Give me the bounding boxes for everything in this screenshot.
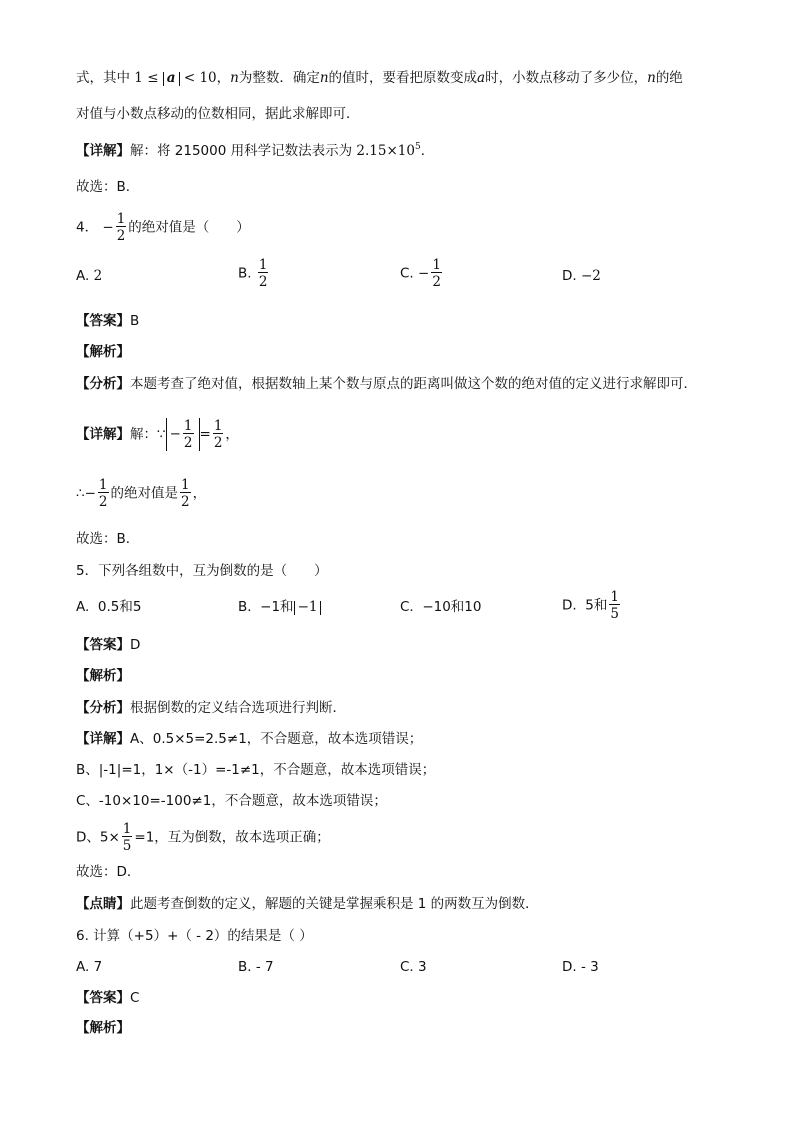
q5-detail-c: C、-10×10=-100≠1，不合题意，故本选项错误； (76, 793, 387, 809)
answer-value: C (130, 990, 140, 1006)
q4-option-b (238, 258, 270, 289)
math-minus: − (84, 485, 96, 502)
q4-analysis-tag: 【解析】 (76, 344, 130, 360)
numerator: 1 (122, 821, 132, 837)
detail-tag: 【详解】 (76, 731, 130, 747)
math-var-a: a (166, 70, 176, 86)
text: 式，其中 (76, 70, 130, 86)
denominator: 2 (432, 274, 441, 291)
text-line-3 (76, 142, 435, 159)
denominator: 5 (122, 838, 132, 855)
q4-therefore (76, 478, 206, 509)
denominator: 5 (610, 606, 619, 623)
option-value: −2 (580, 268, 601, 284)
option-value: - 7 (255, 959, 274, 975)
q6-option-c (400, 961, 427, 975)
option-value: 3 (418, 959, 427, 975)
q4-option-c (400, 258, 444, 289)
denominator: 2 (98, 494, 108, 511)
math-le: ≤ (147, 70, 159, 86)
q6-option-a (76, 961, 102, 975)
q4-option-d (562, 270, 601, 284)
math-sci (356, 143, 420, 159)
question-6-stem: 6. 计算（+5）+（ - 2）的结果是（ ） (76, 928, 313, 944)
math-var-n: n (319, 70, 329, 86)
numerator: 1 (181, 477, 190, 493)
text: 的绝对值是（ ） (128, 219, 250, 236)
answer-value: B (130, 313, 140, 329)
detail-text: 的绝对值是 (110, 485, 178, 502)
q5-option-b (238, 601, 321, 615)
q6-option-d (562, 961, 599, 975)
math-ten: 10 (199, 70, 217, 86)
option-label: B. (238, 599, 252, 615)
fraction (122, 822, 133, 853)
math-minus: − (169, 426, 181, 443)
abs-expression (294, 601, 322, 615)
numerator: 1 (258, 257, 268, 273)
option-label: B. (238, 265, 252, 282)
dianjing-tag: 【点睛】 (76, 896, 130, 912)
option-value: −10和10 (422, 599, 482, 615)
option-value: −1和 (260, 599, 294, 615)
fraction (258, 258, 269, 289)
math-var-n: n (230, 70, 239, 86)
text-line-1 (76, 72, 683, 86)
option-value: 7 (93, 959, 103, 975)
text: 时，小数点移动了多少位， (485, 70, 648, 86)
math-lt: < (183, 70, 196, 86)
detail-text: ， (225, 426, 239, 443)
detail-text: ， (192, 485, 207, 502)
question-4-stem (76, 212, 250, 243)
option-label: C. (400, 959, 414, 975)
text: 为整数．确定 (238, 70, 320, 86)
denominator: 2 (116, 228, 126, 245)
q5-answer (76, 639, 140, 653)
numerator: 1 (432, 257, 441, 273)
option-value: 5和 (585, 597, 608, 614)
detail-text: =1，互为倒数，故本选项正确； (134, 829, 330, 846)
answer-value: D (130, 637, 141, 653)
fraction (609, 590, 620, 621)
abs-a (163, 72, 180, 86)
q6-analysis-tag: 【解析】 (76, 1020, 130, 1036)
text-line-4: 故选：B． (76, 179, 140, 195)
option-label: D. (562, 268, 577, 284)
detail-tag: 【详解】 (76, 426, 130, 443)
option-label: B. (238, 959, 252, 975)
text-line-2: 对值与小数点移动的位数相同，据此求解即可． (76, 106, 360, 122)
q4-answer (76, 315, 139, 329)
q5-option-a (76, 601, 141, 615)
fenxi-text: 本题考查了绝对值，根据数轴上某个数与原点的距离叫做这个数的绝对值的定义进行求解即可． (130, 376, 697, 392)
q4-choose: 故选：B． (76, 531, 140, 547)
math-one: 1 (134, 70, 143, 86)
math-minus: − (102, 219, 114, 236)
text: 解：将 215000 用科学记数法表示为 (130, 143, 353, 159)
question-5-stem: 5．下列各组数中，互为倒数的是（ ） (76, 563, 328, 579)
answer-tag: 【答案】 (76, 637, 130, 653)
q4-fenxi (76, 378, 697, 392)
question-number: 4． (76, 219, 99, 236)
answer-tag: 【答案】 (76, 990, 130, 1006)
q6-option-b (238, 961, 274, 975)
denominator: 2 (183, 435, 193, 452)
option-value: 2 (93, 268, 103, 284)
q5-detail-d (76, 822, 330, 853)
math-times: × (386, 143, 398, 159)
numerator: 1 (98, 477, 108, 493)
fraction (180, 478, 191, 509)
option-value: - 3 (580, 959, 599, 975)
fenxi-tag: 【分析】 (76, 376, 130, 392)
denominator: 2 (213, 435, 223, 452)
math-base: 2.15 (356, 143, 387, 159)
math-minus: − (418, 265, 430, 282)
q5-option-d (562, 590, 622, 621)
denominator: 2 (258, 274, 268, 291)
option-value: 0.5和5 (97, 599, 142, 615)
detail-text: A、0.5×5=2.5≠1，不合题意，故本选项错误； (130, 731, 423, 747)
fraction (116, 212, 127, 243)
text: ， (216, 70, 231, 86)
fenxi-text: 根据倒数的定义结合选项进行判断． (130, 700, 346, 716)
q4-detail (76, 418, 239, 451)
q6-answer (76, 992, 139, 1006)
option-label: C. (400, 265, 414, 282)
numerator: 1 (213, 418, 223, 434)
numerator: 1 (610, 589, 619, 605)
q5-choose: 故选：D． (76, 864, 141, 880)
detail-text: D、5× (76, 829, 120, 846)
text: ． (420, 143, 435, 159)
dianjing-text: 此题考查倒数的定义，解题的关键是掌握乘积是 1 的两数互为倒数． (130, 896, 539, 912)
numerator: 1 (183, 418, 193, 434)
q5-detail-a (76, 733, 422, 747)
math-var-n: n (647, 70, 656, 86)
denominator: 2 (181, 494, 190, 511)
option-label: A. (76, 959, 90, 975)
q5-fenxi (76, 702, 346, 716)
q5-dianjing (76, 898, 539, 912)
detail-text: 解：∵ (130, 426, 166, 443)
numerator: 1 (116, 211, 126, 227)
fraction (213, 419, 224, 450)
q5-analysis-tag: 【解析】 (76, 668, 130, 684)
option-label: A. (76, 599, 90, 615)
q5-option-c (400, 601, 481, 615)
abs-value: −1 (297, 599, 318, 615)
option-label: A. (76, 268, 90, 284)
q5-detail-b: B、|-1|=1，1×（-1）=-1≠1，不合题意，故本选项错误； (76, 762, 436, 778)
fraction (183, 419, 194, 450)
abs-expression (166, 418, 200, 451)
fenxi-tag: 【分析】 (76, 700, 130, 716)
option-label: D. (562, 959, 577, 975)
math-exp: 5 (414, 142, 421, 152)
fraction (431, 258, 442, 289)
text: 的绝 (655, 70, 683, 86)
detail-tag: 【详解】 (76, 143, 130, 159)
fraction (98, 478, 109, 509)
therefore-symbol: ∴ (76, 485, 85, 502)
math-var-a: a (477, 70, 486, 86)
text: 的值时，要看把原数变成 (328, 70, 478, 86)
option-label: C. (400, 599, 414, 615)
option-label: D. (562, 597, 577, 614)
math-eq: = (199, 426, 211, 443)
q4-option-a (76, 270, 102, 284)
answer-tag: 【答案】 (76, 313, 130, 329)
math-ten: 10 (397, 143, 415, 159)
